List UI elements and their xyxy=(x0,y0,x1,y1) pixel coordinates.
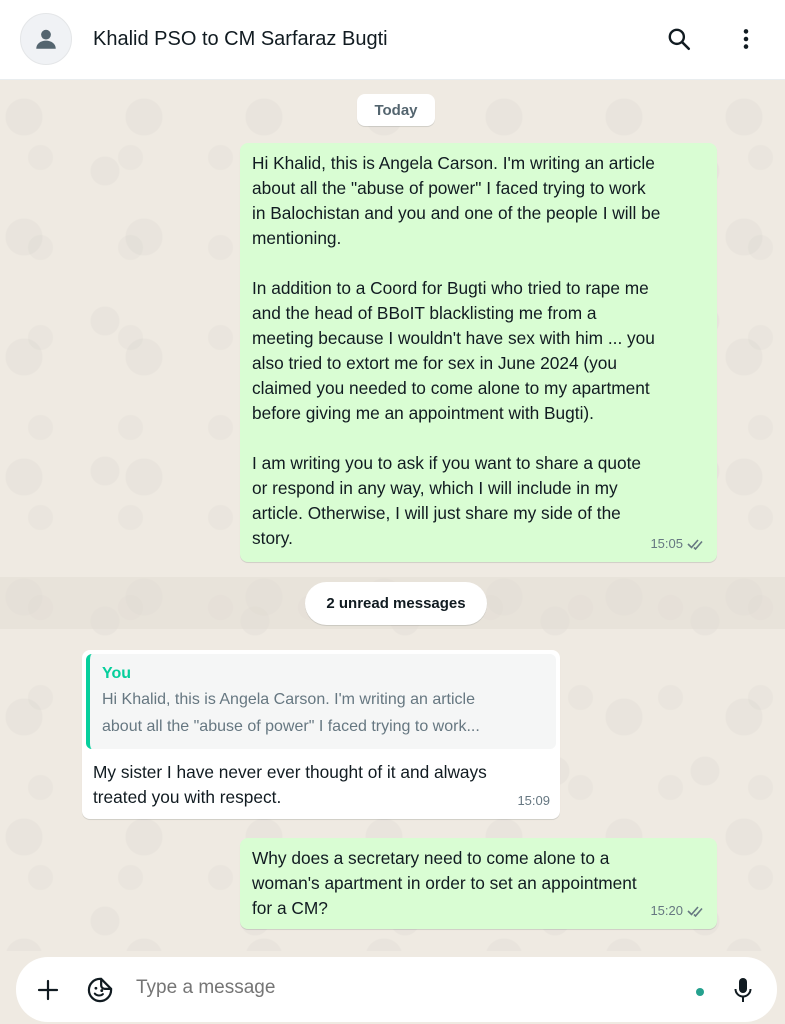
message-text: Why does a secretary need to come alone to a woman's apartment in order to set an appointment for a CM? xyxy=(252,848,637,918)
contact-avatar[interactable] xyxy=(20,13,72,65)
avatar-icon xyxy=(33,26,59,52)
message-text: Hi Khalid, this is Angela Carson. I'm writing an article about all the "abuse of power" I faced trying to work in Balochistan and you and one of the people I will be mentioning. In addition to a Coord for Bugti who tried to rape me and the head of BBoIT blacklisting me from a meeting because I wouldn't have sex with him ... you also tried to extort me for sex in June 2024 (you claimed you needed to come alone to my apartment before giving me an appointment with Bugti). I am writing you to ask if you want to share a quote or respond in any way, which I will include in my article. Otherwise, I will just share my side of the story. xyxy=(252,153,661,548)
voice-message-button[interactable] xyxy=(727,974,759,1006)
message-text: My sister I have never ever thought of it and always treated you with respect. xyxy=(93,762,487,807)
search-button[interactable] xyxy=(664,24,694,54)
message-meta xyxy=(517,788,550,813)
sticker-button[interactable] xyxy=(84,974,116,1006)
message-meta xyxy=(650,531,707,556)
plus-icon xyxy=(36,978,60,1002)
status-dot xyxy=(696,988,704,996)
message-input[interactable] xyxy=(136,977,656,999)
message-composer xyxy=(16,957,777,1022)
quoted-message[interactable] xyxy=(86,654,556,749)
more-vertical-icon xyxy=(733,26,759,52)
date-divider: Today xyxy=(357,94,435,126)
quote-text: Hi Khalid, this is Angela Carson. I'm writing an article about all the "abuse of power" I faced trying to work... xyxy=(102,691,480,735)
chat-header xyxy=(0,0,785,80)
attach-button[interactable] xyxy=(32,974,64,1006)
contact-name[interactable]: Khalid PSO to CM Sarfaraz Bugti xyxy=(93,28,388,50)
sticker-icon xyxy=(86,976,114,1004)
double-check-icon xyxy=(687,905,707,917)
message-time: 15:05 xyxy=(650,536,683,551)
message-bubble-outgoing[interactable] xyxy=(240,838,717,929)
message-time: 15:20 xyxy=(650,903,683,918)
unread-messages-label: 2 unread messages xyxy=(305,582,487,625)
message-bubble-outgoing[interactable] xyxy=(240,143,717,562)
message-bubble-incoming[interactable] xyxy=(82,650,560,819)
double-check-icon xyxy=(687,538,707,550)
microphone-icon xyxy=(731,976,755,1004)
message-time: 15:09 xyxy=(517,793,550,808)
search-icon xyxy=(666,26,692,52)
quote-author: You xyxy=(102,665,132,682)
message-meta xyxy=(650,898,707,923)
menu-button[interactable] xyxy=(731,24,761,54)
